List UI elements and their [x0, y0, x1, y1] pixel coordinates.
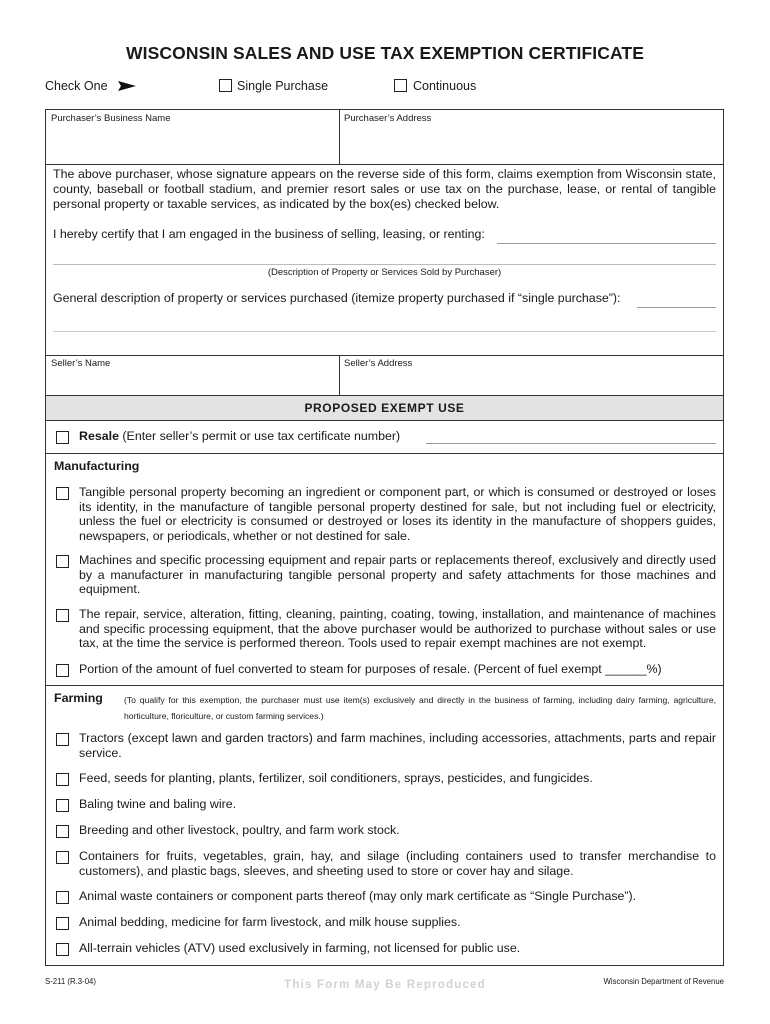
farming-checkbox-2[interactable] — [56, 773, 69, 786]
claim-line-1: The above purchaser, whose signature appears on the reverse side of this form, claims exemption from Wisconsin state, — [53, 167, 716, 181]
manufacturing-checkbox-3[interactable] — [56, 609, 69, 622]
divider — [45, 685, 724, 686]
check-one-row — [45, 78, 725, 96]
purchaser-address-label: Purchaser’s Address — [344, 113, 432, 124]
farming-checkbox-8[interactable] — [56, 943, 69, 956]
arrow-right-icon — [118, 81, 136, 91]
reproduce-note: This Form May Be Reproduced — [284, 979, 486, 991]
general-description-text: General description of property or services purchased (itemize property purchased if “single purchase”): — [53, 291, 621, 305]
seller-name-field[interactable] — [48, 372, 337, 394]
divider — [339, 356, 340, 395]
manufacturing-text-4: Portion of the amount of fuel converted to steam for purposes of resale. (Percent of fuel exempt ______%) — [79, 662, 662, 676]
purchaser-address-field[interactable] — [342, 127, 720, 163]
description-field[interactable] — [53, 264, 716, 265]
department-name: Wisconsin Department of Revenue — [603, 977, 724, 986]
farming-checkbox-7[interactable] — [56, 917, 69, 930]
divider — [339, 110, 340, 164]
claim-line-3: personal property or taxable services, as indicated by the box(es) checked below. — [53, 197, 500, 211]
manufacturing-checkbox-4[interactable] — [56, 664, 69, 677]
manufacturing-text-3: The repair, service, alteration, fitting, cleaning, painting, coating, towing, installation, and maintenance of machines and specific processing equipment, that the above purchaser would be authorized to purchase without sales or use tax, at the time the service is performed thereon. Tools used to repair exempt machines are not exempt. — [79, 607, 716, 650]
check-one-label: Check One — [45, 79, 108, 93]
purchaser-name-label: Purchaser’s Business Name — [51, 113, 171, 124]
farming-title: Farming — [54, 691, 103, 705]
manufacturing-text-2: Machines and specific processing equipment and repair parts or replacements thereof, exclusively and directly used by a manufacturer in manufacturing tangible personal property and safety attachments for those machines and equipment. — [79, 553, 716, 596]
continuous-checkbox[interactable] — [394, 79, 407, 92]
general-description-field-2[interactable] — [53, 331, 716, 332]
resale-label: Resale — [79, 429, 119, 443]
purchaser-name-field[interactable] — [48, 127, 337, 163]
farming-text-2: Feed, seeds for planting, plants, fertilizer, soil conditioners, sprays, pesticides, and fungicides. — [79, 771, 593, 785]
farming-text-4: Breeding and other livestock, poultry, and farm work stock. — [79, 823, 400, 837]
continuous-label: Continuous — [413, 79, 477, 93]
farming-text-6: Animal waste containers or component parts thereof (may only mark certificate as “Single Purchase”). — [79, 889, 637, 903]
resale-text: (Enter seller’s permit or use tax certificate number) — [122, 429, 401, 443]
farming-checkbox-5[interactable] — [56, 851, 69, 864]
manufacturing-text-1: Tangible personal property becoming an ingredient or component part, or which is consumed or destroyed or loses its identity, in the manufacture of tangible personal property destined for sale, but not including fuel or electricity, unless the fuel or electricity is consumed or destroyed or loses its identity in the manufacture of shoppers guides, newspapers, or periodicals, whether or not destined for sale. — [79, 485, 716, 543]
farming-checkbox-4[interactable] — [56, 825, 69, 838]
farming-text-8: All-terrain vehicles (ATV) used exclusively in farming, not licensed for public use. — [79, 941, 521, 955]
single-purchase-label: Single Purchase — [237, 79, 329, 93]
general-description-field[interactable] — [637, 307, 716, 308]
seller-address-field[interactable] — [342, 372, 720, 394]
resale-checkbox[interactable] — [56, 431, 69, 444]
manufacturing-title: Manufacturing — [54, 459, 140, 473]
farming-note: (To qualify for this exemption, the purchaser must use item(s) exclusively and directly in the business of farming, including dairy farming, agriculture, horticulture, floriculture, or custom farming services.) — [124, 695, 716, 721]
seller-section — [45, 355, 724, 396]
farming-text-7: Animal bedding, medicine for farm livestock, and milk house supplies. — [79, 915, 461, 929]
single-purchase-checkbox[interactable] — [219, 79, 232, 92]
farming-text-1: Tractors (except lawn and garden tractors) and farm machines, including accessories, attachments, parts and repair service. — [79, 731, 716, 760]
farming-checkbox-1[interactable] — [56, 733, 69, 746]
form-title: WISCONSIN SALES AND USE TAX EXEMPTION CERTIFICATE — [126, 43, 644, 63]
claim-line-2: county, baseball or football stadium, and premier resort sales or use tax on the purchase, lease, or rental of tangible — [53, 182, 716, 196]
seller-name-label: Seller’s Name — [51, 358, 111, 369]
manufacturing-checkbox-2[interactable] — [56, 555, 69, 568]
farming-text-3: Baling twine and baling wire. — [79, 797, 237, 811]
farming-checkbox-6[interactable] — [56, 891, 69, 904]
form-number: S-211 (R.3-04) — [45, 977, 96, 986]
business-type-field[interactable] — [497, 243, 716, 244]
farming-checkbox-3[interactable] — [56, 799, 69, 812]
manufacturing-checkbox-1[interactable] — [56, 487, 69, 500]
description-caption: (Description of Property or Services Sold by Purchaser) — [267, 267, 502, 278]
seller-permit-field[interactable] — [426, 443, 716, 444]
farming-text-5: Containers for fruits, vegetables, grain, hay, and silage (including containers used to transfer merchandise to customers), and plastic bags, sleeves, and sheeting used to store or cover hay and silage. — [79, 849, 716, 878]
divider — [45, 453, 724, 454]
exempt-use-header: PROPOSED EXEMPT USE — [45, 395, 724, 421]
seller-address-label: Seller’s Address — [344, 358, 413, 369]
certify-text: I hereby certify that I am engaged in the business of selling, leasing, or renting: — [53, 227, 485, 241]
purchaser-section — [45, 109, 724, 165]
